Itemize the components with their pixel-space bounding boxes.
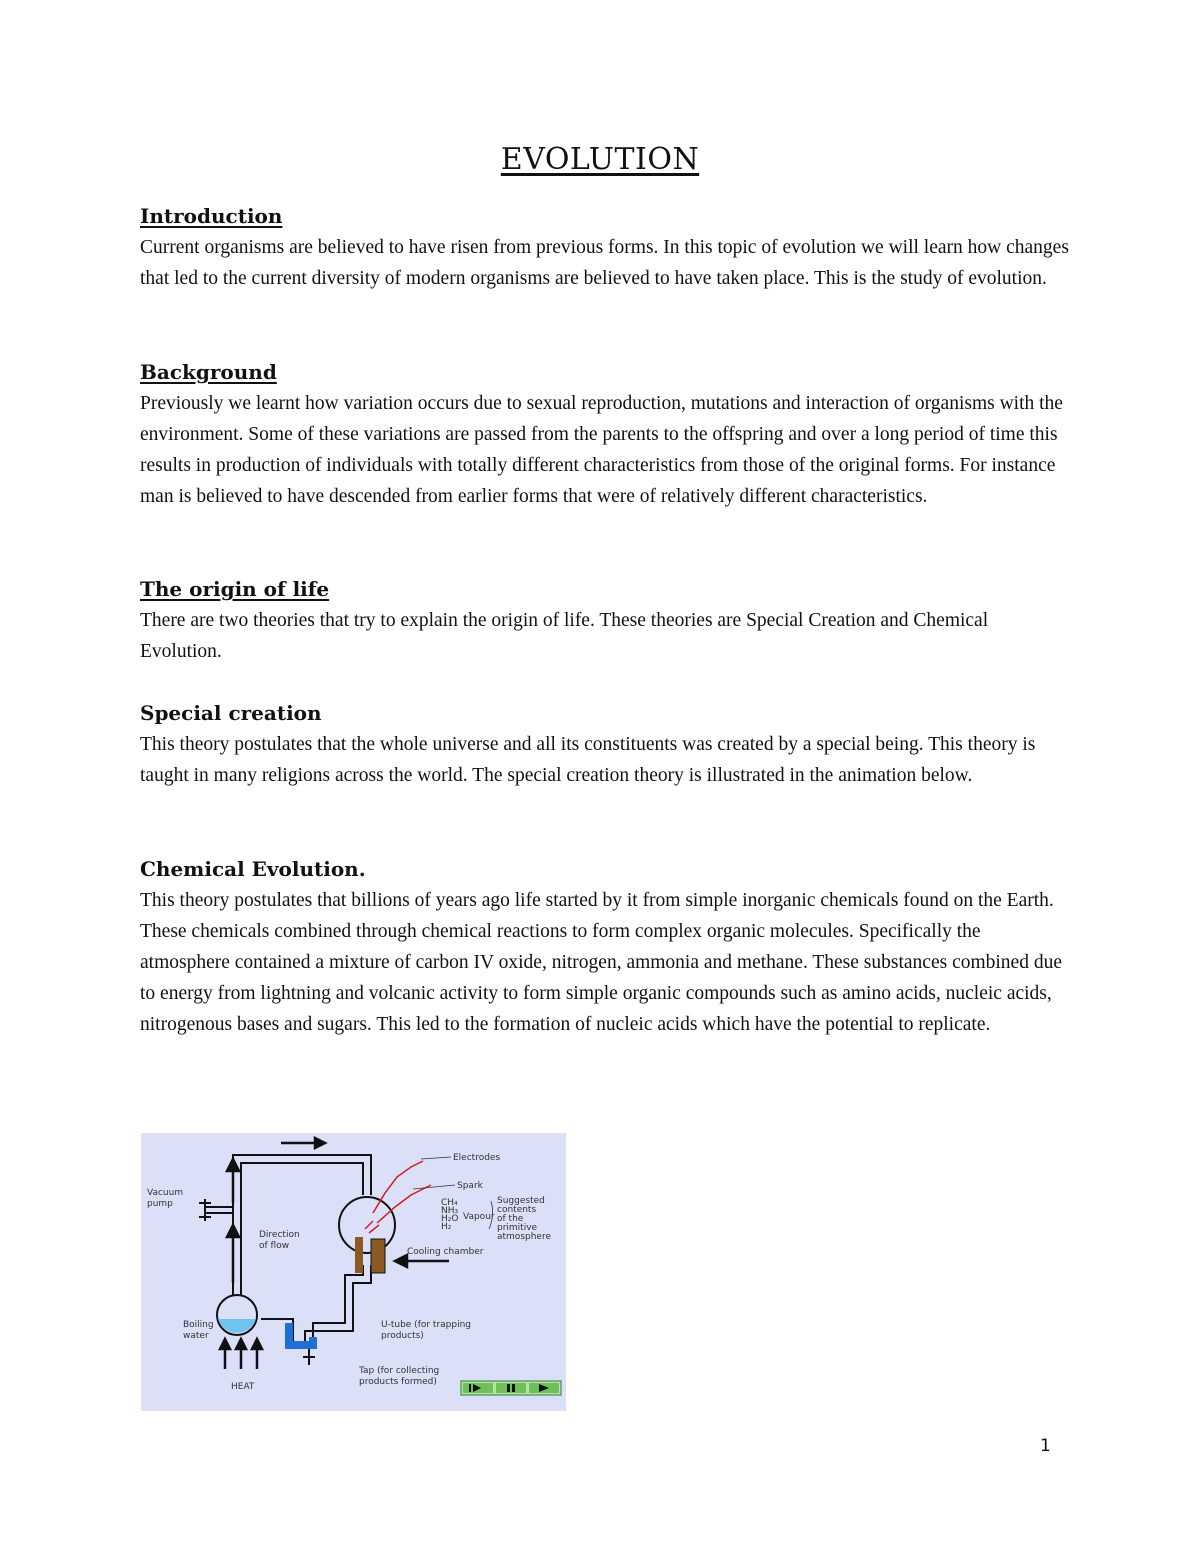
u-tube-label: U-tube (for trapping products) [381,1320,472,1341]
vacuum-pump-icon [199,1199,211,1221]
play-button[interactable] [529,1383,559,1393]
cooling-chamber-label: Cooling chamber [407,1247,484,1257]
rewind-button[interactable] [463,1383,493,1393]
background-heading: Background [140,360,277,384]
page-title: EVOLUTION [500,142,700,177]
boiling-water-label: Boiling water [183,1320,214,1341]
introduction-section [140,201,1070,294]
page-number: 1 [1040,1436,1051,1456]
chemical-evolution-section [140,854,1070,1040]
spark-flask [339,1197,395,1253]
gas-label-h2o: H₂O [441,1214,459,1224]
vapour-label: Vapour [463,1212,495,1222]
spark-label: Spark [457,1181,483,1191]
origin-heading: The origin of life [140,577,330,601]
gas-label-nh3: NH₃ [441,1206,459,1216]
introduction-text: Current organisms are believed to have risen from previous forms. In this topic of evolution we will learn how changes that led to the current diversity of modern organisms are believed to have taken place. This is the study of evolution. [140,237,1069,289]
cooling-chamber-core [355,1237,363,1273]
electrodes-label: Electrodes [453,1153,501,1163]
introduction-heading: Introduction [140,204,283,228]
tap-label: Tap (for collecting products formed) [359,1366,440,1387]
origin-text: There are two theories that try to explain the origin of life. These theories are Special Creation and Chemical Evolution. [140,610,989,662]
vacuum-pump-tube [205,1207,233,1213]
miller-urey-apparatus-figure [141,1133,566,1411]
chemical-evolution-text: This theory postulates that billions of years ago life started by it from simple inorganic chemicals found on the Earth. These chemicals combined through chemical reactions to form complex organic molecules. Specifically the atmosphere contained a mixture of carbon IV oxide, nitrogen, ammonia and methane. These substances combined due to energy from lightning and volcanic activity to form simple organic compounds such as amino acids, nucleic acids, nitrogenous bases and sugars. This led to the formation of nucleic acids which have the potential to replicate. [140,890,1062,1035]
suggested-contents-label: Suggested contents of the primitive atmosphere [497,1196,551,1242]
pause-button[interactable] [496,1383,526,1393]
background-section [140,357,1070,512]
origin-section [140,574,1070,667]
cooling-chamber [371,1239,385,1273]
special-creation-section [140,698,1070,791]
gas-label-h2: H₂ [441,1222,452,1232]
vacuum-pump-label: Vacuum pump [147,1188,184,1209]
special-creation-heading: Special creation [140,701,322,725]
tap-icon [303,1349,315,1365]
apparatus-diagram [141,1133,566,1411]
direction-of-flow-label: Direction of flow [259,1230,300,1251]
animation-controls [461,1381,561,1395]
chemical-evolution-heading: Chemical Evolution. [140,857,366,881]
heat-label: HEAT [231,1382,255,1392]
gas-label-ch4: CH₄ [441,1198,458,1208]
special-creation-text: This theory postulates that the whole universe and all its constituents was created by a special being. This theory is taught in many religions across the world. The special creation theory is illustrated in the animation below. [140,734,1036,786]
background-text: Previously we learnt how variation occurs due to sexual reproduction, mutations and interaction of organisms with the environment. Some of these variations are passed from the parents to the offspring and over a long period of time this results in production of individuals with totally different characteristics from those of the original forms. For instance man is believed to have descended from earlier forms that were of relatively different characteristics. [140,393,1063,507]
